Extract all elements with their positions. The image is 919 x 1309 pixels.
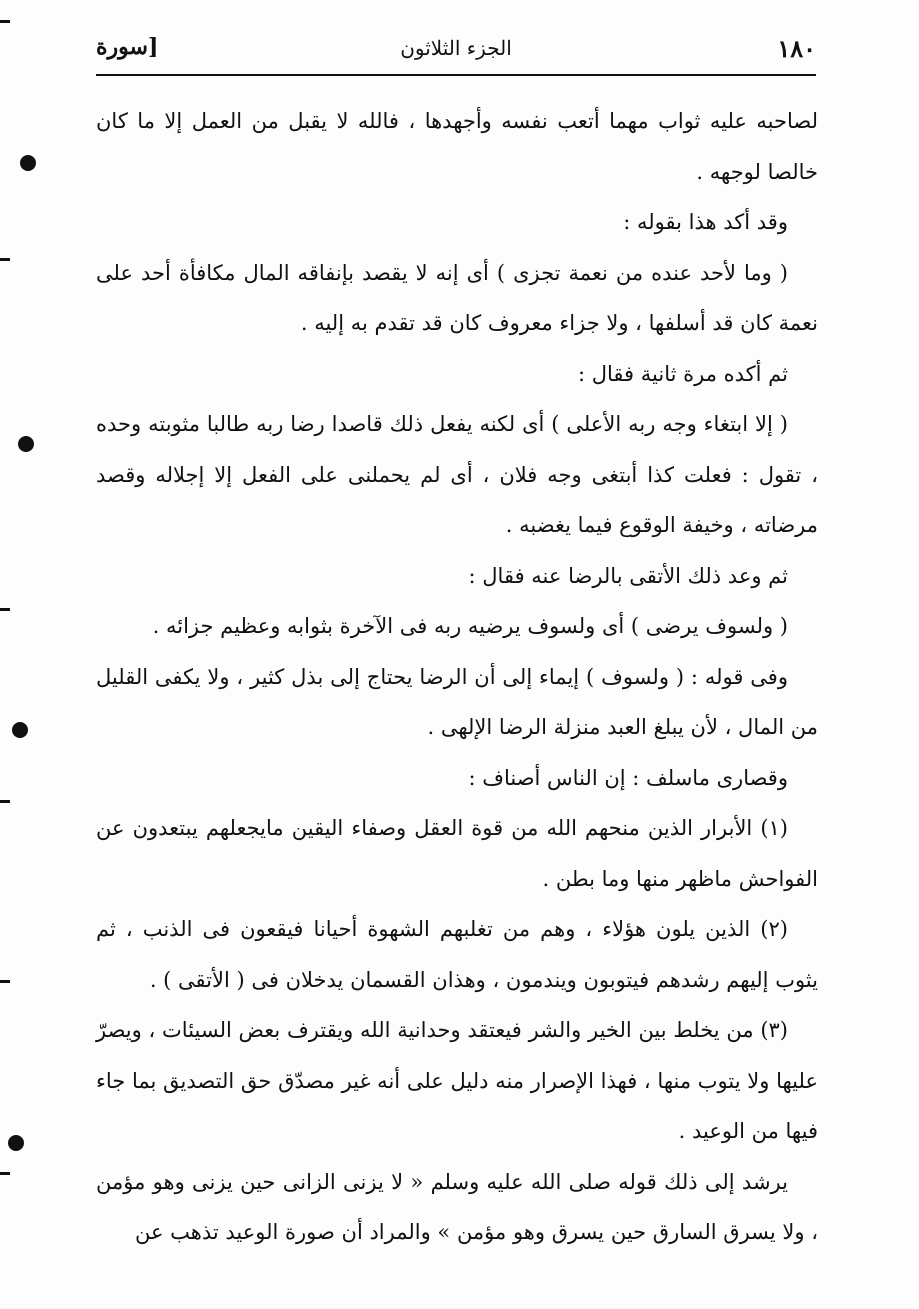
running-title: الجزء الثلاثون: [400, 36, 512, 60]
paragraph: يرشد إلى ذلك قوله صلى الله عليه وسلم « لا يزنى الزانى حين يزنى وهو مؤمن ، ولا يسرق السارق حين يسرق وهو مؤمن » والمراد أن صورة الوعيد تذهب عن: [96, 1169, 818, 1244]
page-number: ١٨٠: [777, 34, 816, 63]
paragraph: (١) الأبرار الذين منحهم الله من قوة العقل وصفاء اليقين مايجعلهم يبتعدون عن الفواحش ماظهر منها وما بطن .: [96, 816, 818, 891]
page-header: [96, 30, 816, 76]
body-text: [96, 96, 818, 1258]
margin-blot: [18, 436, 34, 452]
margin-blot: [12, 722, 28, 738]
paragraph: (٣) من يخلط بين الخير والشر فيعتقد وحدانية الله ويقترف بعض السيئات ، ويصرّ عليها ولا يتوب منها ، فهذا الإصرار منه دليل على أنه غير مصدّق حق التصديق بما جاء فيها من الوعيد .: [96, 1018, 818, 1143]
margin-mark: [0, 258, 10, 261]
paragraph: ( وما لأحد عنده من نعمة تجزى ) أى إنه لا يقصد بإنفاقه المال مكافأة أحد على نعمة كان قد أسلفها ، ولا جزاء معروف كان قد تقدم به إليه .: [96, 260, 818, 335]
margin-mark: [0, 608, 10, 611]
paragraph: لصاحبه عليه ثواب مهما أتعب نفسه وأجهدها ، فالله لا يقبل من العمل إلا ما كان خالصا لوجهه .: [96, 109, 818, 184]
paragraph: وفى قوله : ( ولسوف ) إيماء إلى أن الرضا يحتاج إلى بذل كثير ، ولا يكفى القليل من المال ، لأن يبلغ العبد منزلة الرضا الإلهى .: [96, 664, 818, 739]
paragraph: ثم وعد ذلك الأتقى بالرضا عنه فقال :: [468, 563, 788, 588]
paragraph: ( ولسوف يرضى ) أى ولسوف يرضيه ربه فى الآخرة بثوابه وعظيم جزائه .: [152, 614, 788, 638]
margin-blot: [20, 155, 36, 171]
paragraph: وقصارى ماسلف : إن الناس أصناف :: [468, 765, 788, 790]
paragraph: (٢) الذين يلون هؤلاء ، وهم من تغلبهم الشهوة أحيانا فيقعون فى الذنب ، ثم يثوب إليهم رشدهم فيتوبون ويندمون ، وهذان القسمان يدخلان فى ( الأتقى ) .: [96, 917, 818, 992]
margin-mark: [0, 1172, 10, 1175]
surah-label: [سورة: [96, 34, 159, 60]
paragraph: وقد أكد هذا بقوله :: [623, 210, 788, 234]
paragraph: ( إلا ابتغاء وجه ربه الأعلى ) أى لكنه يفعل ذلك قاصدا رضا ربه طالبا مثوبته وحده ، تقول : فعلت كذا أبتغى وجه فلان ، أى لم يحملنى على الفعل إلا إجلاله وقصد مرضاته ، وخيفة الوقوع فيما يغضبه .: [96, 412, 818, 537]
margin-blot: [8, 1135, 24, 1151]
header-rule: [96, 74, 816, 76]
margin-mark: [0, 20, 10, 23]
margin-mark: [0, 980, 10, 983]
paragraph: ثم أكده مرة ثانية فقال :: [578, 361, 788, 386]
margin-mark: [0, 800, 10, 803]
